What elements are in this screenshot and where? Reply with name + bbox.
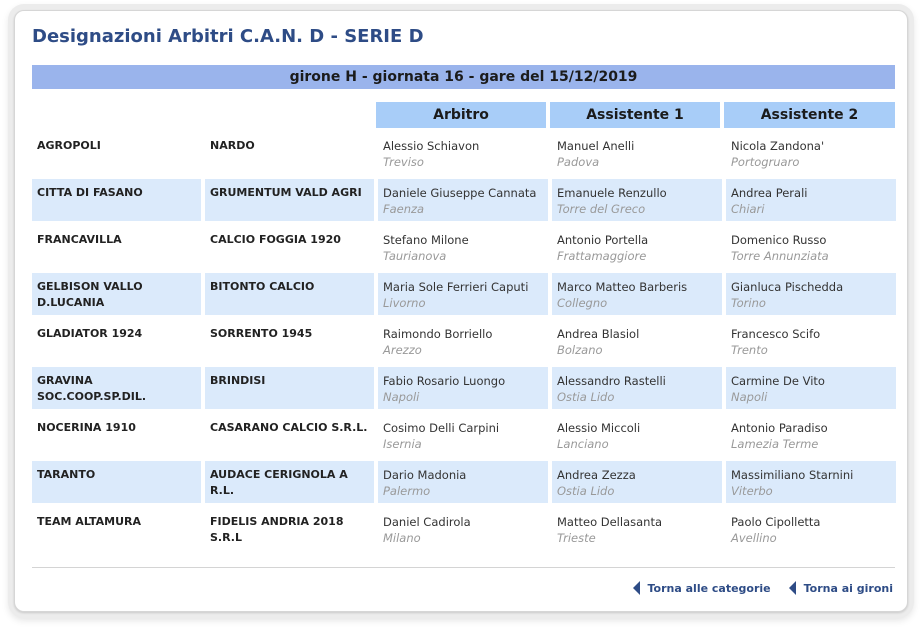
official-city: Avellino	[731, 531, 777, 545]
home-team: AGROPOLI	[32, 132, 201, 174]
home-team: TEAM ALTAMURA	[32, 508, 201, 550]
official-ass1	[552, 367, 722, 409]
official-city: Arezzo	[383, 343, 422, 357]
official-ass1	[552, 132, 722, 174]
official-arbitro	[378, 273, 548, 315]
matches-table	[32, 132, 896, 555]
official-arbitro	[378, 226, 548, 268]
official-city: Livorno	[383, 296, 426, 310]
official-arbitro	[378, 508, 548, 550]
table-row	[32, 273, 896, 315]
table-row	[32, 132, 896, 174]
official-city: Napoli	[383, 390, 420, 404]
away-team: FIDELIS ANDRIA 2018 S.R.L	[205, 508, 374, 550]
official-name: Massimiliano Starnini	[731, 468, 854, 482]
official-name: Cosimo Delli Carpini	[383, 421, 500, 435]
official-ass1	[552, 320, 722, 362]
official-city: Palermo	[383, 484, 431, 498]
home-team: GELBISON VALLO D.LUCANIA	[32, 273, 201, 315]
away-team: NARDO	[205, 132, 374, 174]
official-city: Faenza	[383, 202, 425, 216]
official-ass2	[726, 273, 896, 315]
official-city: Trento	[731, 343, 768, 357]
official-ass1	[552, 461, 722, 503]
official-city: Ostia Lido	[557, 484, 615, 498]
official-city: Taurianova	[383, 249, 447, 263]
official-name: Fabio Rosario Luongo	[383, 374, 506, 388]
official-ass2	[726, 132, 896, 174]
official-ass2	[726, 226, 896, 268]
official-name: Matteo Dellasanta	[557, 515, 663, 529]
arrow-left-icon	[633, 581, 640, 595]
official-name: Domenico Russo	[731, 233, 827, 247]
official-arbitro	[378, 132, 548, 174]
official-ass2	[726, 508, 896, 550]
official-ass1	[552, 508, 722, 550]
official-arbitro	[378, 320, 548, 362]
official-city: Torino	[731, 296, 766, 310]
home-team: NOCERINA 1910	[32, 414, 201, 456]
official-city: Lanciano	[557, 437, 609, 451]
official-ass1	[552, 179, 722, 221]
official-name: Nicola Zandona'	[731, 139, 825, 153]
official-name: Alessio Schiavon	[383, 139, 480, 153]
official-ass1	[552, 226, 722, 268]
away-team: CASARANO CALCIO S.R.L.	[205, 414, 374, 456]
official-ass2	[726, 320, 896, 362]
official-name: Alessandro Rastelli	[557, 374, 666, 388]
arrow-left-icon	[789, 581, 796, 595]
column-header-arbitro: Arbitro	[376, 102, 546, 128]
official-city: Viterbo	[731, 484, 773, 498]
official-city: Treviso	[383, 155, 424, 169]
official-city: Napoli	[731, 390, 768, 404]
table-row	[32, 461, 896, 503]
column-header-assistente-2: Assistente 2	[724, 102, 895, 128]
away-team: CALCIO FOGGIA 1920	[205, 226, 374, 268]
official-name: Antonio Portella	[557, 233, 649, 247]
table-row	[32, 508, 896, 550]
official-city: Portogruaro	[731, 155, 800, 169]
official-name: Manuel Anelli	[557, 139, 635, 153]
home-team: GRAVINA SOC.COOP.SP.DIL.	[32, 367, 201, 409]
official-ass2	[726, 414, 896, 456]
official-arbitro	[378, 367, 548, 409]
official-city: Torre Annunziata	[731, 249, 829, 263]
official-name: Raimondo Borriello	[383, 327, 493, 341]
official-name: Dario Madonia	[383, 468, 467, 482]
official-name: Paolo Cipolletta	[731, 515, 821, 529]
table-row	[32, 226, 896, 268]
official-ass2	[726, 367, 896, 409]
official-city: Frattamaggiore	[557, 249, 647, 263]
table-row	[32, 414, 896, 456]
away-team: BITONTO CALCIO	[205, 273, 374, 315]
official-city: Padova	[557, 155, 600, 169]
back-to-groups-label: Torna ai gironi	[803, 581, 893, 595]
official-name: Andrea Zezza	[557, 468, 636, 482]
home-team: GLADIATOR 1924	[32, 320, 201, 362]
column-header-assistente-1: Assistente 1	[550, 102, 720, 128]
official-name: Marco Matteo Barberis	[557, 280, 688, 294]
official-arbitro	[378, 461, 548, 503]
official-arbitro	[378, 414, 548, 456]
official-city: Ostia Lido	[557, 390, 615, 404]
back-to-categories-label: Torna alle categorie	[647, 581, 771, 595]
back-to-categories-link[interactable]	[633, 581, 771, 595]
official-city: Bolzano	[557, 343, 603, 357]
official-name: Antonio Paradiso	[731, 421, 828, 435]
table-row	[32, 367, 896, 409]
official-name: Daniele Giuseppe Cannata	[383, 186, 537, 200]
official-name: Daniel Cadirola	[383, 515, 471, 529]
official-city: Lamezia Terme	[731, 437, 819, 451]
table-row	[32, 179, 896, 221]
home-team: CITTA DI FASANO	[32, 179, 201, 221]
official-name: Alessio Miccoli	[557, 421, 641, 435]
away-team: BRINDISI	[205, 367, 374, 409]
official-name: Carmine De Vito	[731, 374, 825, 388]
back-to-groups-link[interactable]	[789, 581, 893, 595]
home-team: FRANCAVILLA	[32, 226, 201, 268]
official-ass2	[726, 179, 896, 221]
official-ass1	[552, 273, 722, 315]
official-city: Milano	[383, 531, 421, 545]
page-title: Designazioni Arbitri C.A.N. D - SERIE D	[32, 26, 424, 47]
home-team: TARANTO	[32, 461, 201, 503]
round-header: girone H - giornata 16 - gare del 15/12/2019	[32, 65, 895, 89]
official-name: Francesco Scifo	[731, 327, 821, 341]
official-ass1	[552, 414, 722, 456]
away-team: AUDACE CERIGNOLA A R.L.	[205, 461, 374, 503]
official-city: Chiari	[731, 202, 765, 216]
official-city: Isernia	[383, 437, 422, 451]
official-name: Andrea Perali	[731, 186, 808, 200]
official-name: Emanuele Renzullo	[557, 186, 667, 200]
away-team: SORRENTO 1945	[205, 320, 374, 362]
official-name: Andrea Blasiol	[557, 327, 640, 341]
away-team: GRUMENTUM VALD AGRI	[205, 179, 374, 221]
divider	[32, 567, 895, 568]
table-row	[32, 320, 896, 362]
official-name: Stefano Milone	[383, 233, 469, 247]
official-city: Trieste	[557, 531, 596, 545]
footer-links	[633, 581, 893, 595]
official-name: Gianluca Pischedda	[731, 280, 844, 294]
official-ass2	[726, 461, 896, 503]
official-city: Collegno	[557, 296, 608, 310]
official-arbitro	[378, 179, 548, 221]
official-city: Torre del Greco	[557, 202, 646, 216]
official-name: Maria Sole Ferrieri Caputi	[383, 280, 529, 294]
designations-panel	[14, 10, 908, 612]
